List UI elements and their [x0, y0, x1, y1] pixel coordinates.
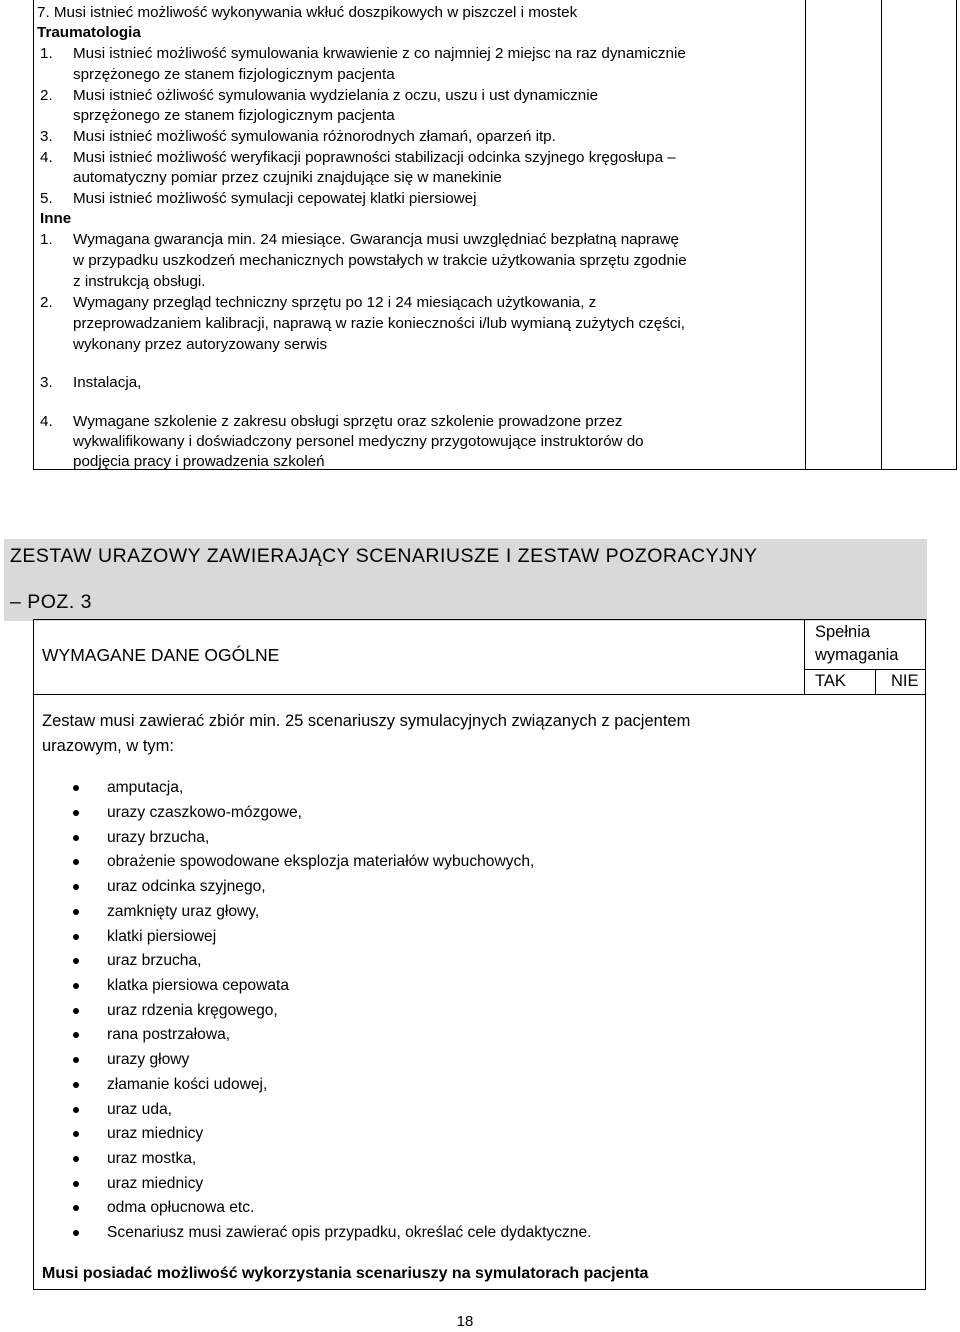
bullet-dot — [73, 835, 79, 841]
item-text: Musi istnieć możliwość symulowania różnorodnych złamań, oparzeń itp. — [73, 128, 556, 145]
compliance-divider — [875, 669, 876, 695]
list-item: obrażenie spowodowane eksplozja materiałów wybuchowych, — [107, 853, 535, 870]
list-item: rana postrzałowa, — [107, 1026, 231, 1043]
heading-line-2: – POZ. 3 — [10, 591, 93, 613]
item-text: Instalacja, — [73, 374, 142, 391]
item-number: 1. — [40, 231, 53, 248]
requirement-row-7: 7. Musi istnieć możliwość wykonywania wkłuć doszpikowych w piszczel i mostek — [37, 4, 578, 21]
bullet-dot — [73, 859, 79, 865]
header-label: WYMAGANE DANE OGÓLNE — [42, 645, 280, 665]
item-text: sprzężonego ze stanem fizjologicznym pacjenta — [73, 107, 395, 124]
item-number: 2. — [40, 87, 53, 104]
list-item: uraz mostka, — [107, 1150, 197, 1167]
bullet-dot — [73, 909, 79, 915]
list-item: zamknięty uraz głowy, — [107, 903, 260, 920]
compliance-divider — [804, 669, 926, 670]
list-item: amputacja, — [107, 779, 184, 796]
item-number: 5. — [40, 190, 53, 207]
compliance-header-1: Spełnia — [815, 623, 871, 641]
column-no: NIE — [891, 672, 919, 690]
list-item: uraz miednicy — [107, 1175, 204, 1192]
item-number: 4. — [40, 149, 53, 166]
list-item: urazy brzucha, — [107, 829, 210, 846]
list-item: urazy głowy — [107, 1051, 190, 1068]
intro-text: urazowym, w tym: — [42, 737, 175, 755]
item-text: przeprowadzaniem kalibracji, naprawą w razie konieczności i/lub wymianą zużytych części, — [73, 315, 685, 332]
list-item: uraz uda, — [107, 1101, 173, 1118]
column-divider — [881, 0, 882, 470]
item-text: Musi istnieć możliwość symulacji cepowatej klatki piersiowej — [73, 190, 477, 207]
item-number: 1. — [40, 45, 53, 62]
list-item: urazy czaszkowo-mózgowe, — [107, 804, 302, 821]
list-item: odma opłucnowa etc. — [107, 1199, 255, 1216]
item-text: Wymagane szkolenie z zakresu obsługi sprzętu oraz szkolenie prowadzone przez — [73, 413, 623, 430]
heading-line-1: ZESTAW URAZOWY ZAWIERAJĄCY SCENARIUSZE I ZESTAW POZORACYJNY — [10, 545, 758, 567]
item-text: w przypadku uszkodzeń mechanicznych powstałych w trakcie użytkowania sprzętu zgodnie — [73, 252, 687, 269]
item-number: 4. — [40, 413, 53, 430]
bullet-dot — [73, 810, 79, 816]
general-requirements-table — [33, 619, 926, 1291]
item-text: Musi istnieć możliwość symulowania krwawienie z co najmniej 2 miejsc na raz dynamicznie — [73, 45, 686, 62]
compliance-header-2: wymagania — [815, 646, 899, 664]
bullet-dot — [73, 785, 79, 791]
item-text: sprzężonego ze stanem fizjologicznym pacjenta — [73, 66, 395, 83]
column-yes: TAK — [815, 672, 846, 690]
item-number: 3. — [40, 374, 53, 391]
item-number: 3. — [40, 128, 53, 145]
item-number: 2. — [40, 294, 53, 311]
bullet-dot — [73, 884, 79, 890]
bullet-dot — [73, 934, 79, 940]
item-text: Wymagana gwarancja min. 24 miesiące. Gwarancja musi uwzględniać bezpłatną naprawę — [73, 231, 679, 248]
bullet-dot — [73, 1057, 79, 1063]
bullet-dot — [73, 1205, 79, 1211]
section-title-other: Inne — [40, 210, 72, 227]
bullet-dot — [73, 1230, 79, 1236]
list-item: uraz odcinka szyjnego, — [107, 878, 266, 895]
bullet-dot — [73, 1032, 79, 1038]
section-heading — [4, 539, 927, 621]
item-text: wykwalifikowany i doświadczony personel medyczny przygotowujące instruktorów do — [73, 433, 644, 450]
item-text: Musi istnieć możliwość weryfikacji poprawności stabilizacji odcinka szyjnego kręgosłupa – — [73, 149, 676, 166]
item-text: wykonany przez autoryzowany serwis — [73, 336, 328, 353]
column-divider — [805, 0, 806, 470]
list-item: klatka piersiowa cepowata — [107, 977, 290, 994]
bullet-dot — [73, 1181, 79, 1187]
list-item: uraz brzucha, — [107, 952, 202, 969]
bullet-dot — [73, 983, 79, 989]
list-item: Scenariusz musi zawierać opis przypadku, określać cele dydaktyczne. — [107, 1224, 592, 1241]
requirements-table-continued — [33, 0, 960, 471]
section-title-traumatology: Traumatologia — [37, 24, 141, 41]
bullet-dot — [73, 958, 79, 964]
item-text: z instrukcją obsługi. — [73, 273, 206, 290]
item-text: podjęcia pracy i prowadzenia szkoleń — [73, 453, 325, 470]
bullet-dot — [73, 1008, 79, 1014]
list-item: klatki piersiowej — [107, 928, 217, 945]
bullet-dot — [73, 1082, 79, 1088]
bullet-dot — [73, 1131, 79, 1137]
item-text: Musi istnieć ożliwość symulowania wydzielania z oczu, uszu i ust dynamicznie — [73, 87, 599, 104]
bullet-dot — [73, 1156, 79, 1162]
list-item: złamanie kości udowej, — [107, 1076, 268, 1093]
page-number: 18 — [456, 1313, 474, 1330]
list-item: uraz rdzenia kręgowego, — [107, 1002, 278, 1019]
item-text: Wymagany przegląd techniczny sprzętu po 12 i 24 miesiącach użytkowania, z — [73, 294, 597, 311]
footer-requirement: Musi posiadać możliwość wykorzystania scenariuszy na symulatorach pacjenta — [42, 1265, 649, 1282]
list-item: uraz miednicy — [107, 1125, 204, 1142]
intro-text: Zestaw musi zawierać zbiór min. 25 scenariuszy symulacyjnych związanych z pacjentem — [42, 712, 691, 730]
item-text: automatyczny pomiar przez czujniki znajdujące się w manekinie — [73, 169, 502, 186]
bullet-dot — [73, 1107, 79, 1113]
